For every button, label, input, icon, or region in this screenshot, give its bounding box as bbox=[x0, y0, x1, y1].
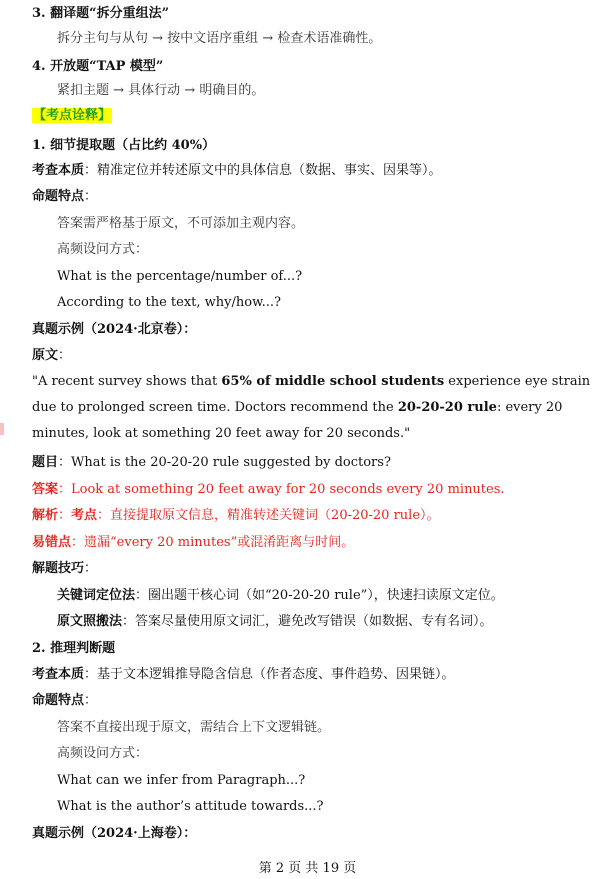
s1-passage bbox=[32, 369, 610, 447]
s1-q-text: ：What is the 20-20-20 rule suggested by doctors? bbox=[58, 455, 391, 470]
s1-analysis-row bbox=[32, 507, 607, 525]
section-4-body: 紧扣主题 → 具体行动 → 明确目的。 bbox=[57, 83, 265, 98]
passage-text: experience eye strain due to prolonged screen time. Doctors recommend the bbox=[32, 374, 591, 415]
section-4-heading: 4. 开放题“TAP 模型” bbox=[32, 59, 164, 74]
s2-example-label: 真题示例（2024·上海卷）： bbox=[32, 826, 197, 841]
s1-essence-text: ：精准定位并转述原文中的具体信息（数据、事实、因果等）。 bbox=[84, 163, 442, 178]
s1-tips-colon: ： bbox=[84, 561, 98, 576]
s1-question: According to the text, why/how...? bbox=[57, 295, 282, 310]
s1-tip bbox=[57, 587, 607, 605]
page-footer: 第 2 页 共 19 页 bbox=[258, 861, 357, 876]
section-3-heading: 3. 翻译题“拆分重组法” bbox=[32, 6, 170, 21]
s1-answer-row bbox=[32, 481, 607, 499]
s1-example-label: 真题示例（2024·北京卷）： bbox=[32, 322, 197, 337]
s2-feature bbox=[32, 692, 607, 710]
passage-bold: 20-20-20 rule bbox=[397, 400, 497, 415]
s1-error-text: ：遗漏“every 20 minutes”或混淆距离与时间。 bbox=[71, 535, 355, 550]
s1-original bbox=[32, 347, 607, 365]
s1-analysis-colon: ： bbox=[58, 508, 72, 523]
passage-bold: 65% of middle school students bbox=[221, 374, 445, 389]
tip-label: 原文照搬法 bbox=[57, 614, 123, 629]
tip-text: ：答案尽量使用原文词汇，避免改写错误（如数据、专有名词）。 bbox=[122, 614, 493, 629]
s1-answer-label: 答案 bbox=[32, 482, 59, 497]
s1-tips bbox=[32, 560, 607, 578]
kaodian-label: 【考点诠释】 bbox=[33, 108, 112, 123]
s2-feature-label: 命题特点 bbox=[32, 693, 85, 708]
tip-label: 关键词定位法 bbox=[57, 588, 136, 603]
s1-feature-item: 高频设问方式： bbox=[57, 242, 149, 257]
s2-feature-item: 答案不直接出现于原文，需结合上下文逻辑链。 bbox=[57, 720, 331, 735]
s1-essence-label: 考查本质 bbox=[32, 163, 85, 178]
passage-text: : every 20 minutes, look at something 20 feet away for 20 seconds." bbox=[32, 400, 563, 441]
s2-question: What can we infer from Paragraph...? bbox=[57, 773, 306, 788]
s2-essence-label: 考查本质 bbox=[32, 667, 85, 682]
s1-error-row bbox=[32, 534, 607, 552]
s1-feature-colon: ： bbox=[84, 189, 98, 204]
passage-text: "A recent survey shows that bbox=[32, 374, 222, 389]
s2-feature-colon: ： bbox=[84, 693, 98, 708]
s1-answer-text: ：Look at something 20 feet away for 20 seconds every 20 minutes. bbox=[58, 482, 505, 497]
s1-analysis-sub: 考点 bbox=[71, 508, 98, 523]
s1-q-label: 题目 bbox=[32, 455, 59, 470]
s2-question: What is the author’s attitude towards...? bbox=[57, 799, 324, 814]
s1-original-colon: ： bbox=[58, 348, 72, 363]
margin-marker bbox=[0, 423, 4, 435]
s1-analysis-label: 解析 bbox=[32, 508, 59, 523]
s2-essence bbox=[32, 666, 607, 684]
s1-essence bbox=[32, 162, 607, 180]
s1-feature bbox=[32, 188, 607, 206]
s1-tips-label: 解题技巧 bbox=[32, 561, 85, 576]
kaodian-label-row bbox=[32, 107, 607, 125]
s1-analysis-text: ：直接提取原文信息，精准转述关键词（20-20-20 rule）。 bbox=[97, 508, 440, 523]
s1-error-label: 易错点 bbox=[32, 535, 72, 550]
tip-text: ：圈出题干核心词（如“20-20-20 rule”），快速扫读原文定位。 bbox=[135, 588, 504, 603]
s2-feature-item: 高频设问方式： bbox=[57, 746, 149, 761]
s1-feature-label: 命题特点 bbox=[32, 189, 85, 204]
s1-question-row bbox=[32, 454, 607, 472]
s1-heading: 1. 细节提取题（占比约 40%） bbox=[32, 138, 216, 153]
s2-essence-text: ：基于文本逻辑推导隐含信息（作者态度、事件趋势、因果链）。 bbox=[84, 667, 455, 682]
s1-tip bbox=[57, 613, 607, 631]
s2-heading: 2. 推理判断题 bbox=[32, 641, 116, 656]
s1-question: What is the percentage/number of...? bbox=[57, 269, 303, 284]
s1-feature-item: 答案需严格基于原文，不可添加主观内容。 bbox=[57, 216, 305, 231]
s1-original-label: 原文 bbox=[32, 348, 59, 363]
section-3-body: 拆分主句与从句 → 按中文语序重组 → 检查术语准确性。 bbox=[57, 31, 382, 46]
